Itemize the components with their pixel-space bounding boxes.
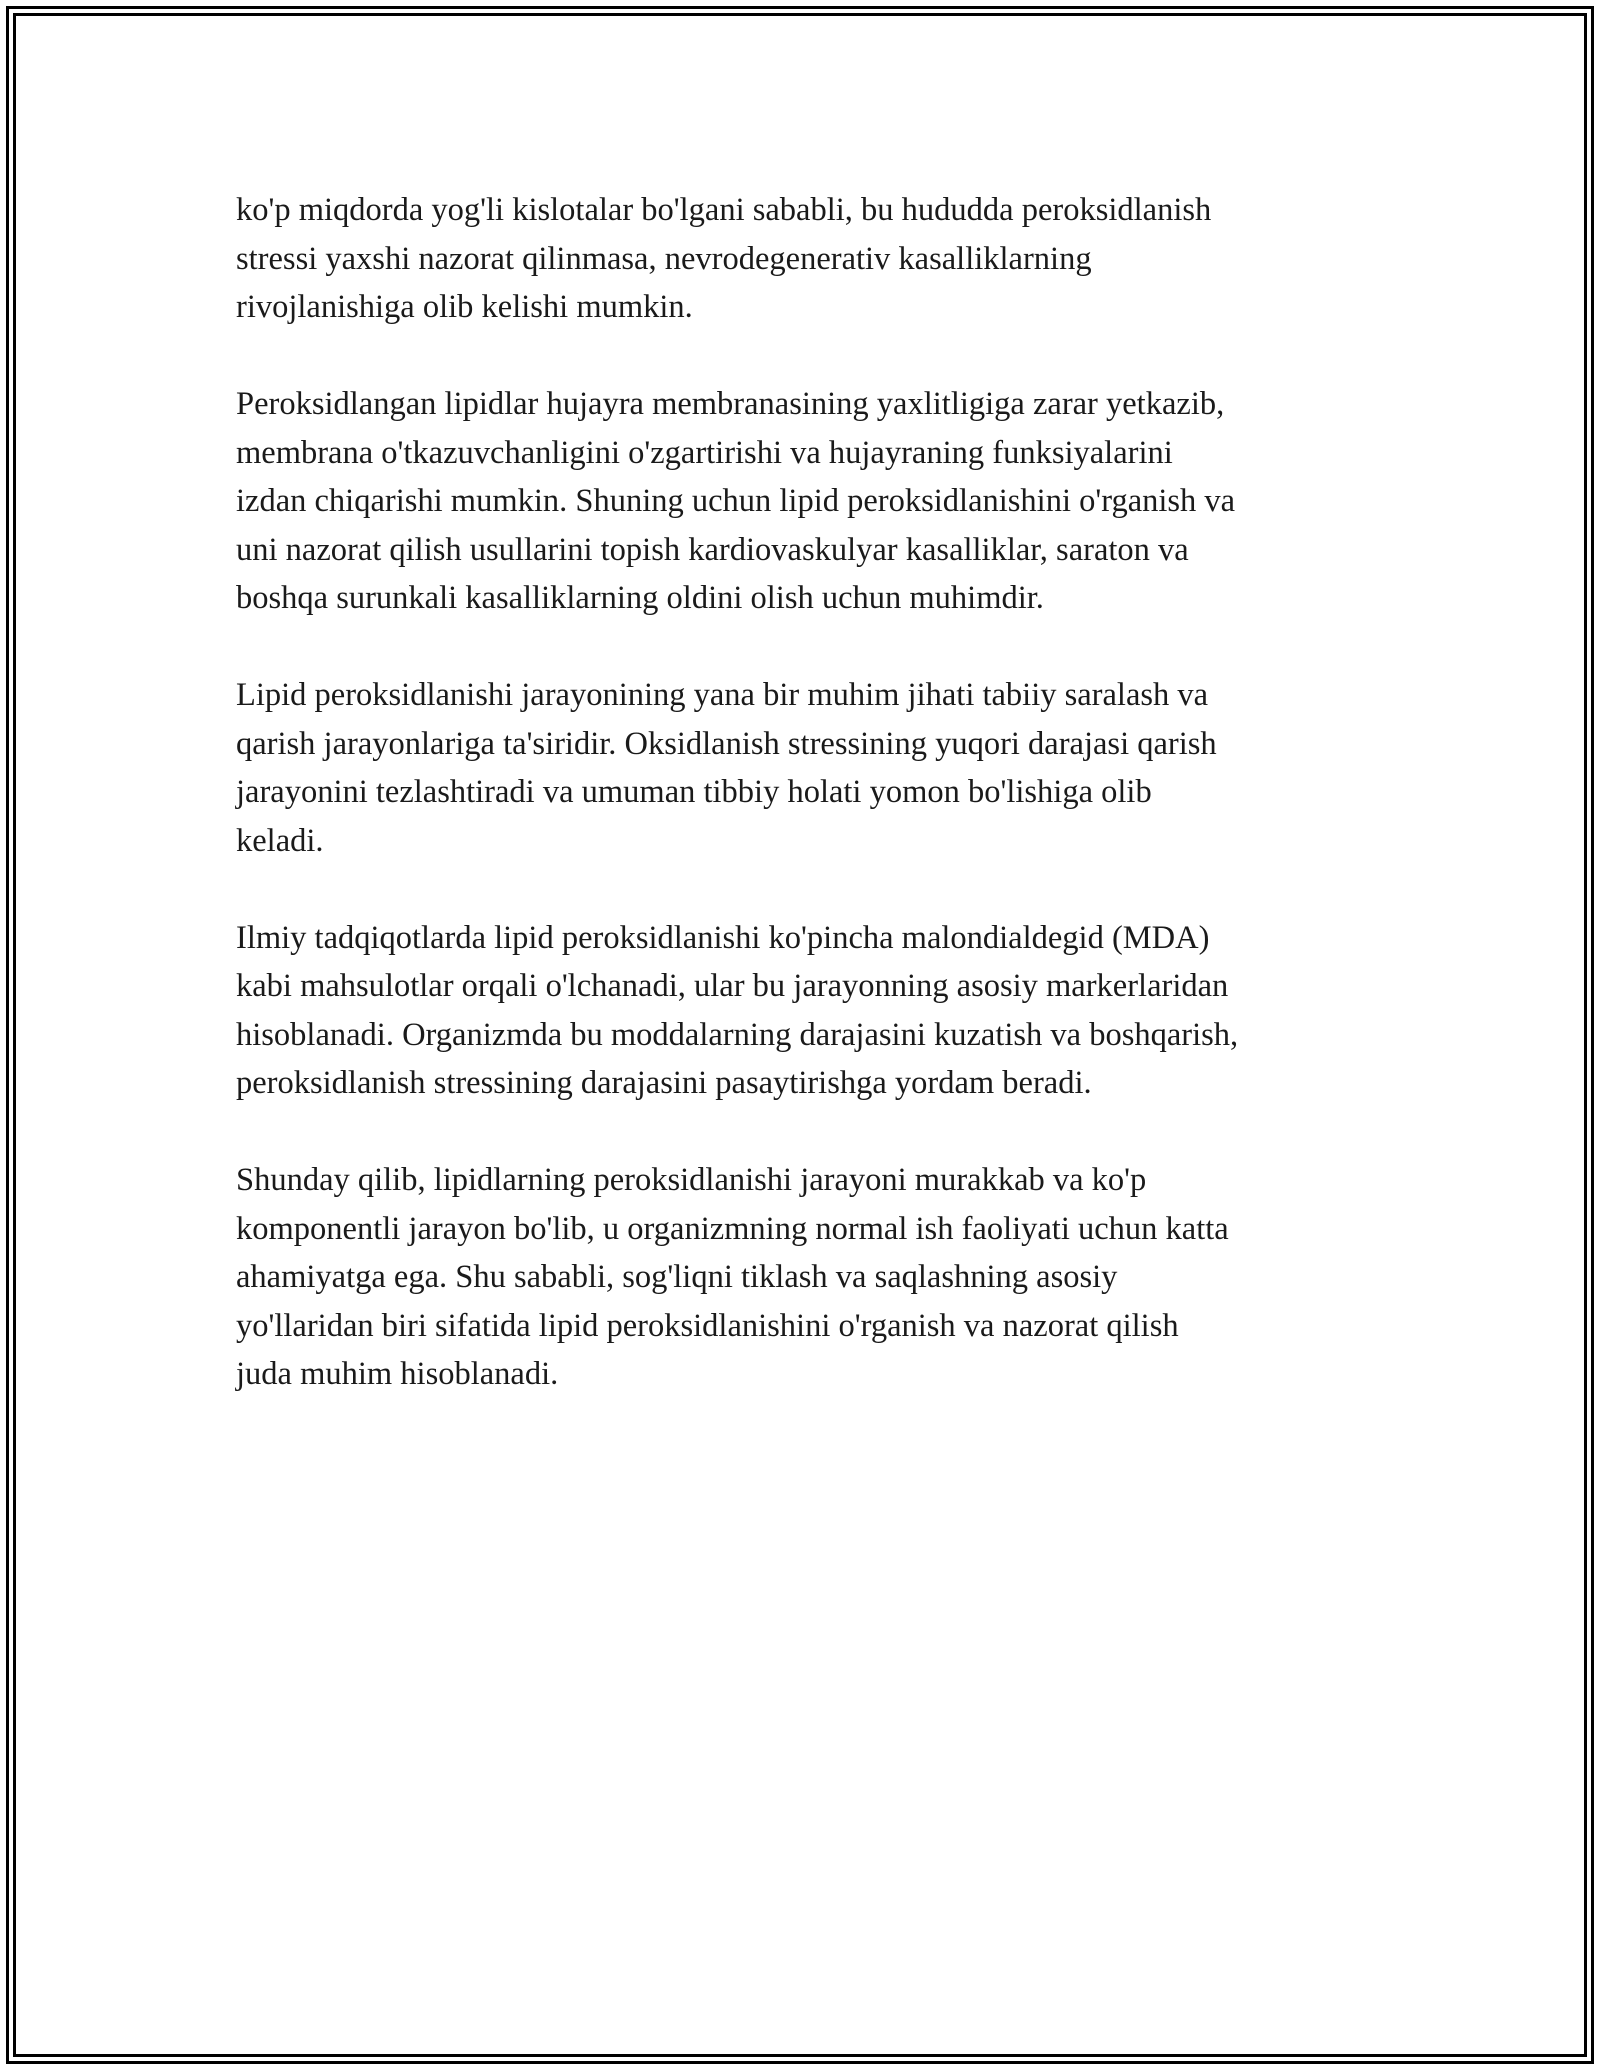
document-body [236,186,1376,1447]
text-line: juda muhim hisoblanadi. [236,1356,559,1392]
text-line: keladi. [236,822,324,859]
text-line: ahamiyatga ega. Shu sababli, sog'liqni tiklash va saqlashning asosiy [236,1259,1118,1295]
text-line: jarayonini tezlashtiradi va umuman tibbiy holati yomon bo'lishiga olib [236,774,1152,810]
text-line: rivojlanishiga olib kelishi mumkin. [236,289,693,325]
text-line: ko'p miqdorda yog'li kislotalar bo'lgani sababli, bu hududda peroksidlanish [236,192,1212,228]
paragraph [236,1156,1376,1399]
text-line: Ilmiy tadqiqotlarda lipid peroksidlanishi ko'pincha malondialdegid (MDA) [236,919,1210,956]
text-line: hisoblanadi. Organizmda bu moddalarning darajasini kuzatish va boshqarish, [236,1016,1239,1053]
paragraph [236,671,1376,865]
paragraph [236,380,1376,623]
text-line: kabi mahsulotlar orqali o'lchanadi, ular bu jarayonning asosiy markerlaridan [236,968,1229,1004]
text-line: peroksidlanish stressining darajasini pasaytirishga yordam beradi. [236,1065,1092,1101]
text-line: izdan chiqarishi mumkin. Shuning uchun lipid peroksidlanishini o'rganish va [236,483,1236,519]
paragraph [236,186,1376,332]
text-line: qarish jarayonlariga ta'siridir. Oksidlanish stressining yuqori darajasi qarish [236,725,1217,762]
text-line: Peroksidlangan lipidlar hujayra membranasining yaxlitligiga zarar yetkazib, [236,386,1225,422]
paragraph [236,914,1376,1108]
text-line: yo'llaridan biri sifatida lipid peroksidlanishini o'rganish va nazorat qilish [236,1307,1179,1344]
text-line: Lipid peroksidlanishi jarayonining yana bir muhim jihati tabiiy saralash va [236,677,1209,713]
text-line: uni nazorat qilish usullarini topish kardiovaskulyar kasalliklar, saraton va [236,531,1189,568]
text-line: komponentli jarayon bo'lib, u organizmning normal ish faoliyati uchun katta [236,1210,1229,1247]
text-line: stressi yaxshi nazorat qilinmasa, nevrodegenerativ kasalliklarning [236,240,1092,277]
text-line: boshqa surunkali kasalliklarning oldini olish uchun muhimdir. [236,580,1044,616]
text-line: Shunday qilib, lipidlarning peroksidlanishi jarayoni murakkab va ko'p [236,1162,1147,1198]
text-line: membrana o'tkazuvchanligini o'zgartirishi va hujayraning funksiyalarini [236,434,1173,471]
